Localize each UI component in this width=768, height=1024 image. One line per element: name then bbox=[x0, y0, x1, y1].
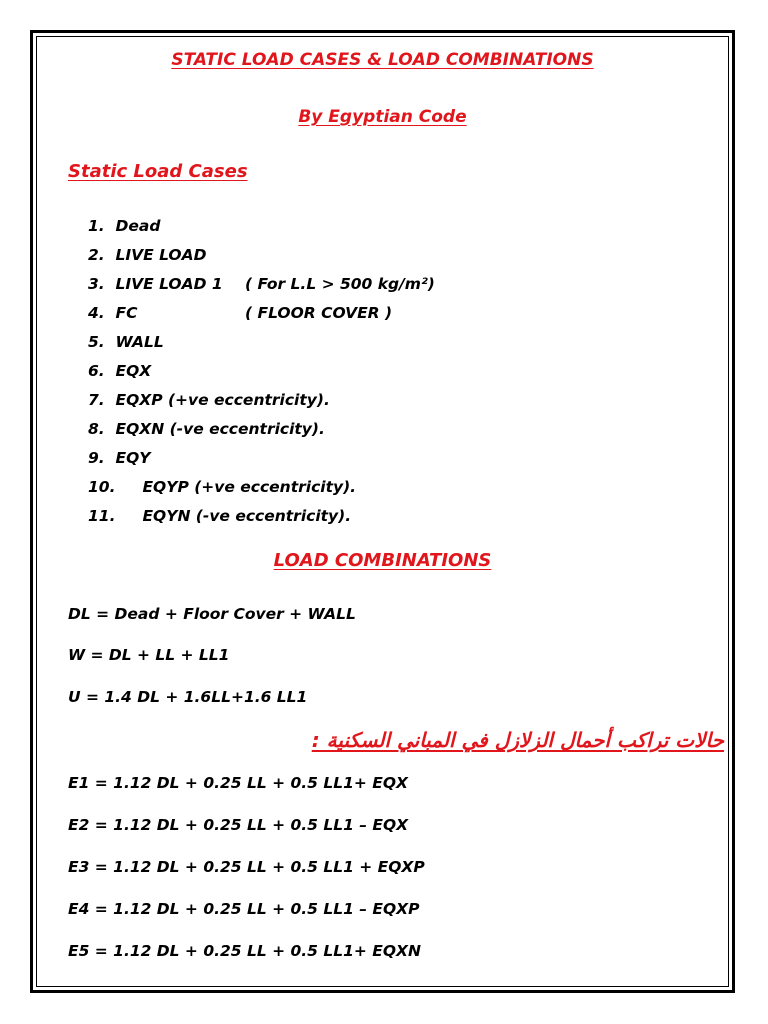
item-name: WALL bbox=[115, 333, 164, 351]
item-number: 11. bbox=[88, 507, 116, 525]
item-name: Dead bbox=[115, 217, 161, 235]
formula-line: U = 1.4 DL + 1.6LL+1.6 LL1 bbox=[68, 688, 308, 706]
item-number: 10. bbox=[88, 478, 116, 496]
static-load-cases-heading: Static Load Cases bbox=[68, 161, 248, 182]
item-name: EQYN (-ve eccentricity). bbox=[142, 507, 352, 525]
item-note: ( For L.L > 500 kg/m²) bbox=[245, 275, 435, 293]
item-name: EQXP (+ve eccentricity). bbox=[115, 391, 330, 409]
list-item bbox=[88, 333, 164, 351]
formula-line: DL = Dead + Floor Cover + WALL bbox=[68, 605, 356, 623]
list-item bbox=[88, 478, 356, 496]
item-number: 8. bbox=[88, 420, 105, 438]
item-name: EQYP (+ve eccentricity). bbox=[142, 478, 357, 496]
item-name: LIVE LOAD 1 bbox=[115, 275, 223, 293]
formula-line: W = DL + LL + LL1 bbox=[68, 646, 230, 664]
list-item bbox=[88, 275, 223, 293]
list-item bbox=[88, 362, 151, 380]
list-item bbox=[88, 304, 137, 322]
arabic-heading: حالات تراكب أحمال الزلازل في المباني السكنية : bbox=[311, 728, 724, 752]
document-title: STATIC LOAD CASES & LOAD COMBINATIONS bbox=[171, 50, 594, 70]
item-number: 5. bbox=[88, 333, 105, 351]
item-name: EQXN (-ve eccentricity). bbox=[115, 420, 325, 438]
formula-line: E1 = 1.12 DL + 0.25 LL + 0.5 LL1+ EQX bbox=[68, 774, 408, 792]
item-name: EQX bbox=[115, 362, 152, 380]
document-subtitle: By Egyptian Code bbox=[298, 107, 467, 127]
item-number: 3. bbox=[88, 275, 105, 293]
list-item bbox=[88, 507, 351, 525]
list-item bbox=[88, 217, 160, 235]
item-number: 6. bbox=[88, 362, 105, 380]
item-name: LIVE LOAD bbox=[115, 246, 207, 264]
item-number: 4. bbox=[88, 304, 105, 322]
item-number: 7. bbox=[88, 391, 105, 409]
item-name: EQY bbox=[115, 449, 151, 467]
item-number: 1. bbox=[88, 217, 105, 235]
item-name: FC bbox=[115, 304, 138, 322]
list-item bbox=[88, 391, 330, 409]
list-item bbox=[88, 449, 150, 467]
item-note: ( FLOOR COVER ) bbox=[245, 304, 393, 322]
formula-line: E4 = 1.12 DL + 0.25 LL + 0.5 LL1 – EQXP bbox=[68, 900, 420, 918]
load-combinations-heading: LOAD COMBINATIONS bbox=[273, 550, 492, 571]
formula-line: E5 = 1.12 DL + 0.25 LL + 0.5 LL1+ EQXN bbox=[68, 942, 421, 960]
list-item bbox=[88, 420, 325, 438]
item-number: 2. bbox=[88, 246, 105, 264]
item-number: 9. bbox=[88, 449, 105, 467]
formula-line: E2 = 1.12 DL + 0.25 LL + 0.5 LL1 – EQX bbox=[68, 816, 409, 834]
formula-line: E3 = 1.12 DL + 0.25 LL + 0.5 LL1 + EQXP bbox=[68, 858, 425, 876]
list-item bbox=[88, 246, 206, 264]
